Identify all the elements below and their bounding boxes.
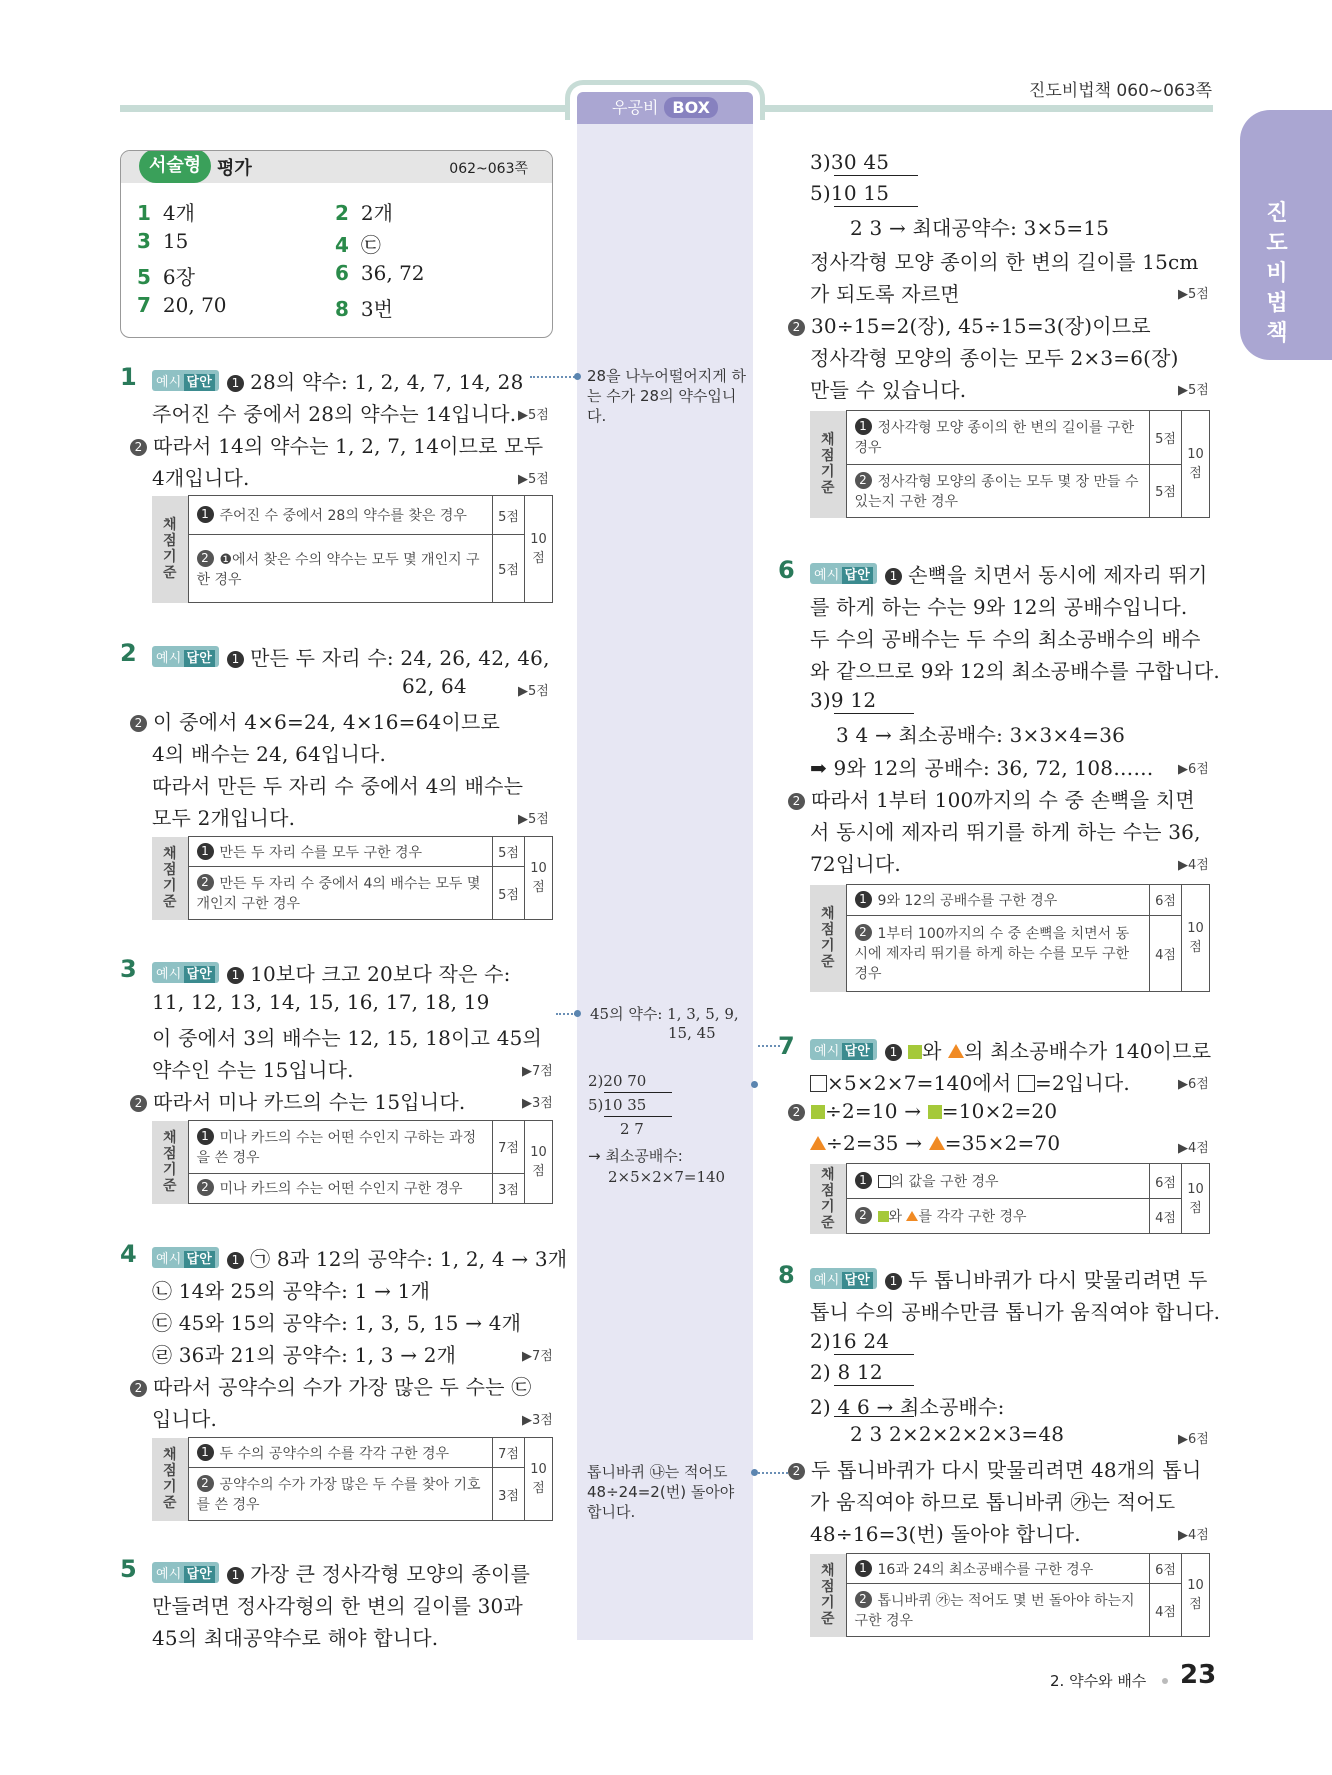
section-range: 062~063쪽 bbox=[449, 161, 528, 177]
answer-summary-box bbox=[120, 150, 553, 338]
score-mark: ▶5점 bbox=[1178, 383, 1209, 398]
p6-line: ➡ 9와 12의 공배수: 36, 72, 108…… bbox=[810, 756, 1154, 780]
p3-line: 약수인 수는 15입니다. bbox=[152, 1058, 354, 1082]
section-title: 평가 bbox=[217, 158, 252, 179]
box-label: 우공비 BOX bbox=[577, 92, 753, 124]
p5-line: 예시 답안 1 가장 큰 정사각형 모양의 종이를 bbox=[152, 1558, 530, 1587]
section-badge: 서술형 bbox=[139, 150, 211, 183]
scoring-table: 채점 기준 1 주어진 수 중에서 28의 약수를 찾은 경우 5점 10점 2 ❶에서 찾은 수의 약수는 모두 몇 개인지 구한 경우 5점 bbox=[152, 495, 553, 603]
p3-line: 이 중에서 3의 배수는 12, 15, 18이고 45의 bbox=[152, 1026, 543, 1050]
answer-item: 6 36, 72 bbox=[335, 261, 425, 285]
scoring-table: 채점 기준 1 정사각형 모양 종이의 한 변의 길이를 구한 경우 5점 10점 2 정사각형 모양의 종이는 모두 몇 장 만들 수 있는지 구한 경우 5점 bbox=[810, 410, 1210, 518]
p6-line: 서 동시에 제자리 뛰기를 하게 하는 수는 36, bbox=[810, 820, 1201, 844]
p5-line: 가 되도록 자르면 bbox=[810, 282, 960, 306]
p1-line: 2 따라서 14의 약수는 1, 2, 7, 14이므로 모두 bbox=[130, 430, 543, 459]
connector-dot bbox=[751, 1469, 758, 1476]
p4-line: 예시 답안 1 ㉠ 8과 12의 공약수: 1, 2, 4 → 3개 bbox=[152, 1243, 567, 1272]
p8-line: 예시 답안 1 두 톱니바퀴가 다시 맞물리려면 두 bbox=[810, 1264, 1208, 1293]
side-notes-column bbox=[577, 124, 753, 1640]
p3-line: 11, 12, 13, 14, 15, 16, 17, 18, 19 bbox=[152, 990, 490, 1014]
p2-line: 예시 답안 1 만든 두 자리 수: 24, 26, 42, 46, bbox=[152, 642, 550, 671]
side-tab: 진 도 비 법 책 bbox=[1240, 110, 1332, 360]
p8-line: 2 두 톱니바퀴가 다시 맞물리려면 48개의 톱니 bbox=[788, 1454, 1201, 1483]
scoring-table: 채점 기준 1 16과 24의 최소공배수를 구한 경우 6점 10점 2 톱니바퀴 ㉮는 적어도 몇 번 돌아야 하는지 구한 경우 4점 bbox=[810, 1553, 1210, 1637]
score-mark: ▶5점 bbox=[518, 472, 549, 487]
p6-line: 두 수의 공배수는 두 수의 최소공배수의 배수 bbox=[810, 627, 1201, 651]
scoring-table: 채점 기준 1 만든 두 자리 수를 모두 구한 경우 5점 10점 2 만든 두 자리 수 중에서 4의 배수는 모두 몇 개인지 구한 경우 5점 bbox=[152, 836, 553, 920]
problem-number: 8 bbox=[778, 1261, 795, 1289]
division-bar bbox=[604, 1092, 672, 1093]
side-calc: 5)10 35 bbox=[588, 1096, 647, 1114]
p6-line: 2 따라서 1부터 100까지의 수 중 손뼉을 치면 bbox=[788, 784, 1195, 813]
p1-line: 4개입니다. bbox=[152, 466, 250, 490]
score-mark: ▶5점 bbox=[518, 812, 549, 827]
side-calc: 2)20 70 bbox=[588, 1072, 647, 1090]
square-symbol bbox=[908, 1045, 922, 1059]
scoring-table: 채점 기준 1 미나 카드의 수는 어떤 수인지 구하는 과정을 쓴 경우 7점 10점 2 미나 카드의 수는 어떤 수인지 구한 경우 3점 bbox=[152, 1120, 553, 1204]
answer-item: 3 15 bbox=[137, 229, 189, 253]
score-mark: ▶3점 bbox=[522, 1096, 553, 1111]
score-mark: ▶4점 bbox=[1178, 1141, 1209, 1156]
p5-line: 정사각형 모양의 종이는 모두 2×3=6(장) bbox=[810, 346, 1179, 370]
answer-item: 8 3번 bbox=[335, 297, 393, 321]
p2-line: 4의 배수는 24, 64입니다. bbox=[152, 742, 387, 766]
scoring-table: 채점 기준 1 두 수의 공약수의 수를 각각 구한 경우 7점 10점 2 공약수의 수가 가장 많은 두 수를 찾아 기호를 쓴 경우 3점 bbox=[152, 1437, 553, 1521]
score-mark: ▶5점 bbox=[518, 684, 549, 699]
p7-line: 2 ÷2=10 → =10×2=20 bbox=[788, 1099, 1057, 1123]
p5-calc: 2 3 → 최대공약수: 3×5=15 bbox=[850, 216, 1110, 240]
p5-line: 만들 수 있습니다. bbox=[810, 378, 967, 402]
blank-box bbox=[810, 1075, 827, 1092]
answer-item: 1 4개 bbox=[137, 201, 195, 225]
p5-line: 45의 최대공약수로 해야 합니다. bbox=[152, 1626, 439, 1650]
division-bar bbox=[834, 206, 918, 207]
p6-line: 예시 답안 1 손뼉을 치면서 동시에 제자리 뛰기 bbox=[810, 559, 1208, 588]
division-bar bbox=[834, 713, 914, 714]
problem-number: 6 bbox=[778, 556, 795, 584]
p5-calc: 5)10 15 bbox=[810, 181, 890, 205]
side-note: 45의 약수: 1, 3, 5, 9, bbox=[590, 1005, 739, 1023]
p4-line: 2 따라서 공약수의 수가 가장 많은 두 수는 ㉢ bbox=[130, 1371, 531, 1400]
page-number: 23 bbox=[1180, 1660, 1217, 1690]
p3-line: 예시 답안 1 10보다 크고 20보다 작은 수: bbox=[152, 958, 511, 987]
p6-calc: 3)9 12 bbox=[810, 688, 877, 712]
p7-line: 예시 답안 1 와 의 최소공배수가 140이므로 bbox=[810, 1035, 1211, 1064]
square-symbol bbox=[811, 1105, 825, 1119]
answer-header bbox=[121, 151, 552, 183]
connector-dots bbox=[556, 1013, 576, 1015]
p3-line: 2 따라서 미나 카드의 수는 15입니다. bbox=[130, 1086, 465, 1115]
p4-line: ㉡ 14와 25의 공약수: 1 → 1개 bbox=[152, 1279, 431, 1303]
p7-line: ×5×2×7=140에서 =2입니다. bbox=[810, 1067, 1130, 1096]
problem-number: 7 bbox=[778, 1032, 795, 1060]
score-mark: ▶6점 bbox=[1178, 1432, 1209, 1447]
score-mark: ▶4점 bbox=[1178, 1528, 1209, 1543]
problem-number: 5 bbox=[120, 1555, 137, 1583]
side-calc: 2×5×2×7=140 bbox=[608, 1168, 726, 1186]
score-mark: ▶3점 bbox=[522, 1413, 553, 1428]
division-bar bbox=[834, 1416, 914, 1417]
answer-item: 2 2개 bbox=[335, 201, 393, 225]
division-bar bbox=[834, 1385, 914, 1386]
side-note: 15, 45 bbox=[668, 1024, 716, 1042]
p4-line: ㉢ 45와 15의 공약수: 1, 3, 5, 15 → 4개 bbox=[152, 1311, 522, 1335]
p2-line: 62, 64 bbox=[402, 674, 467, 698]
p5-line: 2 30÷15=2(장), 45÷15=3(장)이므로 bbox=[788, 310, 1151, 339]
score-mark: ▶7점 bbox=[522, 1064, 553, 1079]
p4-line: ㉣ 36과 21의 공약수: 1, 3 → 2개 bbox=[152, 1343, 457, 1367]
answer-item: 4 ㉢ bbox=[335, 233, 381, 257]
score-mark: ▶7점 bbox=[522, 1349, 553, 1364]
problem-number: 3 bbox=[120, 955, 137, 983]
p8-line: 톱니 수의 공배수만큼 톱니가 움직여야 합니다. bbox=[810, 1300, 1221, 1324]
p4-line: 입니다. bbox=[152, 1407, 218, 1431]
problem-number: 1 bbox=[120, 363, 137, 391]
side-calc: 2 7 bbox=[620, 1120, 644, 1138]
p8-calc: 2)16 24 bbox=[810, 1329, 890, 1353]
connector-dot bbox=[574, 1010, 581, 1017]
side-note: 톱니바퀴 ㉯는 적어도 48÷24=2(번) 돌아야 합니다. bbox=[587, 1463, 735, 1521]
connector-dots bbox=[758, 1045, 780, 1047]
blank-box bbox=[1018, 1075, 1035, 1092]
p6-line: 72입니다. bbox=[810, 852, 901, 876]
p6-calc: 3 4 → 최소공배수: 3×3×4=36 bbox=[836, 723, 1126, 747]
connector-dots bbox=[758, 1472, 788, 1474]
score-mark: ▶6점 bbox=[1178, 762, 1209, 777]
p2-line: 모두 2개입니다. bbox=[152, 806, 296, 830]
page-reference: 진도비법책 060~063쪽 bbox=[1028, 81, 1212, 101]
p8-line: 가 움직여야 하므로 톱니바퀴 ㉮는 적어도 bbox=[810, 1490, 1176, 1514]
p2-line: 따라서 만든 두 자리 수 중에서 4의 배수는 bbox=[152, 774, 524, 798]
footer-dot bbox=[1162, 1678, 1168, 1684]
division-bar bbox=[604, 1116, 672, 1117]
answer-item: 7 20, 70 bbox=[137, 293, 227, 317]
triangle-symbol bbox=[929, 1136, 945, 1150]
p5-calc: 3)30 45 bbox=[810, 150, 890, 174]
connector-dot bbox=[574, 373, 581, 380]
triangle-symbol bbox=[948, 1044, 964, 1058]
score-mark: ▶5점 bbox=[1178, 287, 1209, 302]
connector-dot bbox=[751, 1081, 758, 1088]
footer-chapter: 2. 약수와 배수 bbox=[1050, 1672, 1147, 1690]
p6-line: 를 하게 하는 수는 9와 12의 공배수입니다. bbox=[810, 595, 1188, 619]
score-mark: ▶5점 bbox=[518, 408, 549, 423]
scoring-table: 채점 기준 1 9와 12의 공배수를 구한 경우 6점 10점 2 1부터 100까지의 수 중 손뼉을 치면서 동시에 제자리 뛰기를 하게 하는 수를 모두 구한 경우 4점 bbox=[810, 884, 1210, 992]
score-mark: ▶6점 bbox=[1178, 1077, 1209, 1092]
p8-calc: 2) 4 6 → 최소공배수: bbox=[810, 1395, 1005, 1419]
answer-item: 5 6장 bbox=[137, 265, 195, 289]
connector-dots bbox=[530, 376, 575, 378]
p1-line: 주어진 수 중에서 28의 약수는 14입니다. bbox=[152, 402, 517, 426]
p1-line: 예시 답안 1 28의 약수: 1, 2, 4, 7, 14, 28 bbox=[152, 366, 524, 395]
p8-calc: 2 3 2×2×2×2×3=48 bbox=[850, 1422, 1065, 1446]
problem-number: 2 bbox=[120, 639, 137, 667]
p6-line: 와 같으므로 9와 12의 최소공배수를 구합니다. bbox=[810, 659, 1220, 683]
p8-calc: 2) 8 12 bbox=[810, 1360, 883, 1384]
p5-line: 만들려면 정사각형의 한 변의 길이를 30과 bbox=[152, 1594, 523, 1618]
p7-line: ÷2=35 → =35×2=70 bbox=[810, 1131, 1060, 1155]
division-bar bbox=[834, 175, 918, 176]
division-bar bbox=[834, 1354, 914, 1355]
p2-line: 2 이 중에서 4×6=24, 4×16=64이므로 bbox=[130, 706, 500, 735]
side-note: → 최소공배수: bbox=[588, 1147, 683, 1165]
p5-line: 정사각형 모양 종이의 한 변의 길이를 15cm bbox=[810, 250, 1199, 274]
scoring-table: 채점 기준 1 의 값을 구한 경우 6점 10점 2 와 를 각각 구한 경우 4점 bbox=[810, 1163, 1210, 1234]
triangle-symbol bbox=[810, 1136, 826, 1150]
p8-line: 48÷16=3(번) 돌아야 합니다. bbox=[810, 1522, 1081, 1546]
score-mark: ▶4점 bbox=[1178, 858, 1209, 873]
problem-number: 4 bbox=[120, 1240, 137, 1268]
square-symbol bbox=[928, 1105, 942, 1119]
side-note: 28을 나누어떨어지게 하는 수가 28의 약수입니다. bbox=[587, 367, 747, 425]
